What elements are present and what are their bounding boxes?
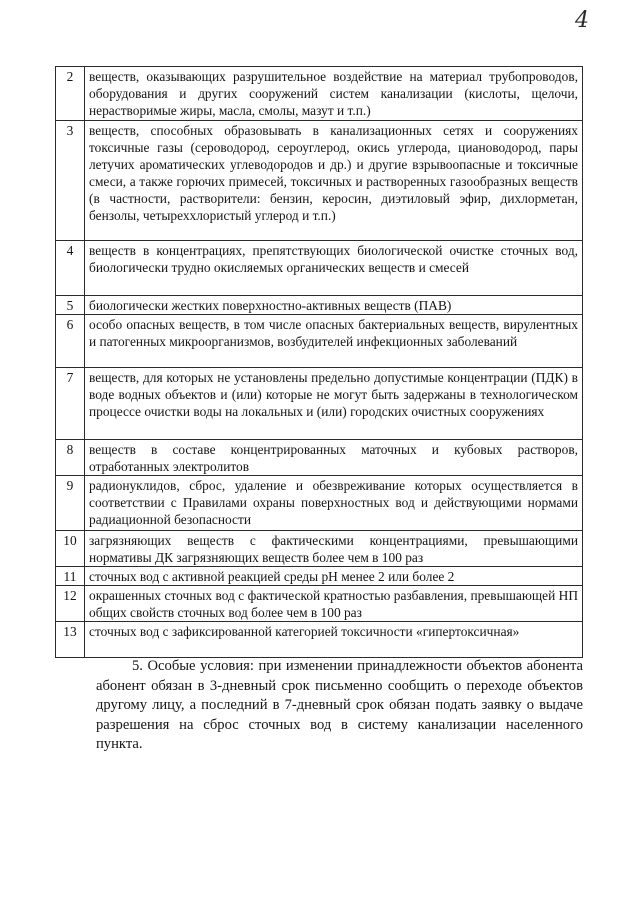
row-number: 13 (56, 622, 85, 658)
row-text: биологически жестких поверхностно-активных веществ (ПАВ) (85, 296, 583, 315)
table-row (56, 241, 583, 296)
row-text: окрашенных сточных вод с фактической кратностью разбавления, превышающей НП общих свойств сточных вод более чем в 100 раз (85, 586, 583, 622)
row-number: 6 (56, 315, 85, 368)
table-row (56, 296, 583, 315)
table-row (56, 531, 583, 567)
row-number: 3 (56, 121, 85, 241)
table-row (56, 67, 583, 121)
prohibited-substances-table (55, 66, 583, 658)
row-number: 12 (56, 586, 85, 622)
row-text: особо опасных веществ, в том числе опасных бактериальных веществ, вирулентных и патогенных микроорганизмов, возбудителей инфекционных заболеваний (85, 315, 583, 368)
special-conditions-clause (96, 657, 583, 755)
row-number: 2 (56, 67, 85, 121)
special-conditions-text: 5. Особые условия: при изменении принадлежности объектов абонента абонент обязан в 3-дневный срок письменно сообщить о переходе объектов другому лицу, а последний в 7-дневный срок обязан подать заявку о выдаче разрешения на сброс сточных вод в систему канализации населенного пункта. (96, 658, 583, 753)
row-text: веществ, оказывающих разрушительное воздействие на материал трубопроводов, оборудования и других сооружений систем канализации (кислоты, щелочи, нерастворимые жиры, масла, смолы, мазут и т.п.) (85, 67, 583, 121)
row-text: радионуклидов, сброс, удаление и обезвреживание которых осуществляется в соответствии с Правилами охраны поверхностных вод и действующими нормами радиационной безопасности (85, 476, 583, 531)
row-number: 7 (56, 368, 85, 440)
row-text: веществ, способных образовывать в канализационных сетях и сооружениях токсичные газы (сероводород, сероуглерод, окись углерода, циановодород, пары летучих ароматических углеводородов и др.) и другие взрывоопасные и токсичные смеси, а также горючих примесей, токсичных и растворенных газообразных веществ (в частности, растворители: бензин, керосин, диэтиловый эфир, дихлорметан, бензолы, четыреххлористый углерод и т.п.) (85, 121, 583, 241)
row-text: сточных вод с активной реакцией среды рН менее 2 или более 2 (85, 567, 583, 586)
row-number: 5 (56, 296, 85, 315)
row-number: 10 (56, 531, 85, 567)
table-row (56, 440, 583, 476)
row-number: 11 (56, 567, 85, 586)
table-row (56, 368, 583, 440)
row-text: веществ, для которых не установлены предельно допустимые концентрации (ПДК) в воде водных объектов и (или) которые не могут быть задержаны в технологическом процессе очистки воды на локальных и (или) городских очистных сооружениях (85, 368, 583, 440)
table-row (56, 586, 583, 622)
row-number: 9 (56, 476, 85, 531)
row-text: сточных вод с зафиксированной категорией токсичности «гипертоксичная» (85, 622, 583, 658)
page-number: 4 (575, 8, 589, 33)
row-text: веществ в концентрациях, препятствующих биологической очистке сточных вод, биологически трудно окисляемых органических веществ и смесей (85, 241, 583, 296)
table-row (56, 121, 583, 241)
table-row (56, 476, 583, 531)
table-row (56, 622, 583, 658)
row-number: 4 (56, 241, 85, 296)
row-text: загрязняющих веществ с фактическими концентрациями, превышающими нормативы ДК загрязняющих веществ более чем в 100 раз (85, 531, 583, 567)
table-row (56, 315, 583, 368)
table-row (56, 567, 583, 586)
row-text: веществ в составе концентрированных маточных и кубовых растворов, отработанных электролитов (85, 440, 583, 476)
row-number: 8 (56, 440, 85, 476)
